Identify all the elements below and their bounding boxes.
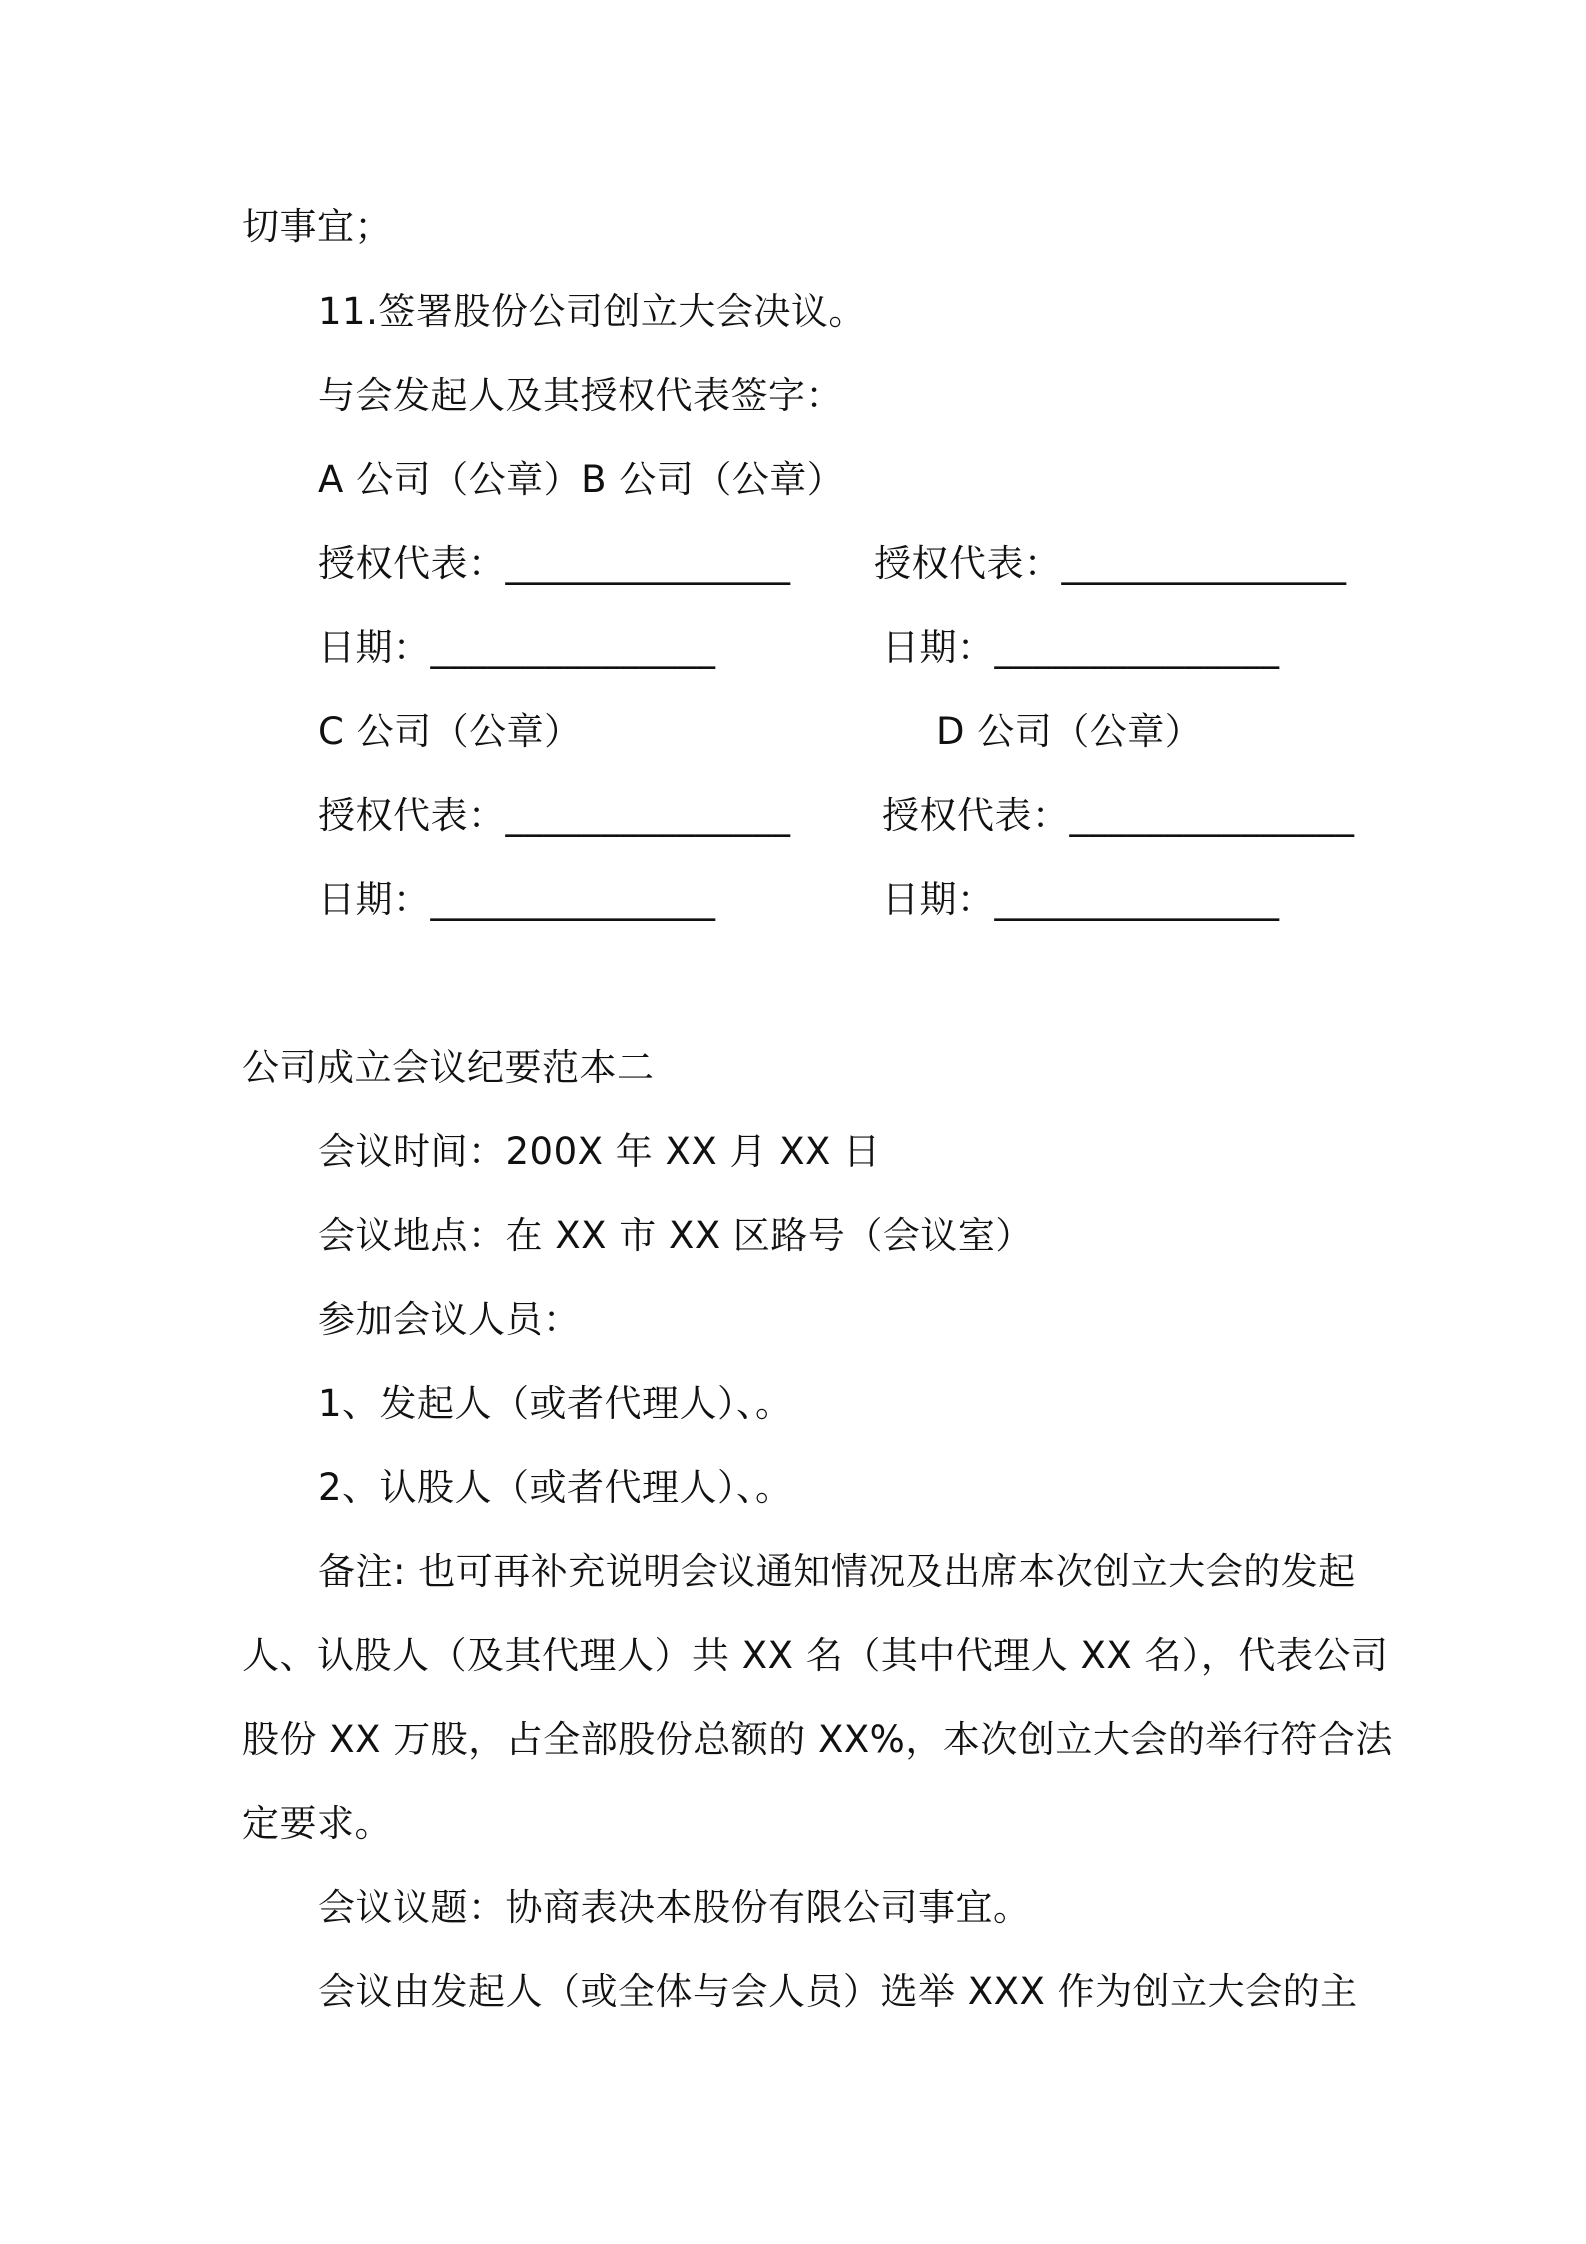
text-line: 定要求。 [242,1802,392,1845]
text-line: 会议地点：在 XX 市 XX 区路号（会议室） [318,1214,1033,1257]
list-item: 1、发起人（或者代理人）、。 [318,1382,793,1425]
text-line: 股份 XX 万股，占全部股份总额的 XX%，本次创立大会的举行符合法 [242,1718,1393,1761]
section-title: 公司成立会议纪要范本二 [242,1046,655,1089]
signature-field: 授权代表：_______________ [318,794,791,837]
text-line: 会议时间：200X 年 XX 月 XX 日 [318,1130,881,1173]
text-line: 人、认股人（及其代理人）共 XX 名（其中代理人 XX 名），代表公司 [242,1634,1389,1677]
text-line: 切事宜； [242,205,392,248]
signature-field: 授权代表：_______________ [882,794,1355,837]
company-seal-line: C 公司（公章） [318,710,582,753]
text-line: 备注: 也可再补充说明会议通知情况及出席本次创立大会的发起 [318,1550,1356,1593]
list-item: 11.签署股份公司创立大会决议。 [318,290,866,333]
date-field: 日期：_______________ [882,626,1280,669]
text-line: 会议议题：协商表决本股份有限公司事宜。 [318,1886,1031,1929]
company-seal-line: D 公司（公章） [936,710,1203,753]
text-line: 会议由发起人（或全体与会人员）选举 XXX 作为创立大会的主 [318,1970,1358,2013]
company-seal-line: A 公司（公章）B 公司（公章） [318,458,845,501]
text-line: 参加会议人员： [318,1298,581,1341]
text-line: 与会发起人及其授权代表签字： [318,374,843,417]
signature-field: 授权代表：_______________ [318,542,791,585]
date-field: 日期：_______________ [318,878,716,921]
signature-field: 授权代表：_______________ [874,542,1347,585]
date-field: 日期：_______________ [882,878,1280,921]
date-field: 日期：_______________ [318,626,716,669]
list-item: 2、认股人（或者代理人）、。 [318,1466,793,1509]
